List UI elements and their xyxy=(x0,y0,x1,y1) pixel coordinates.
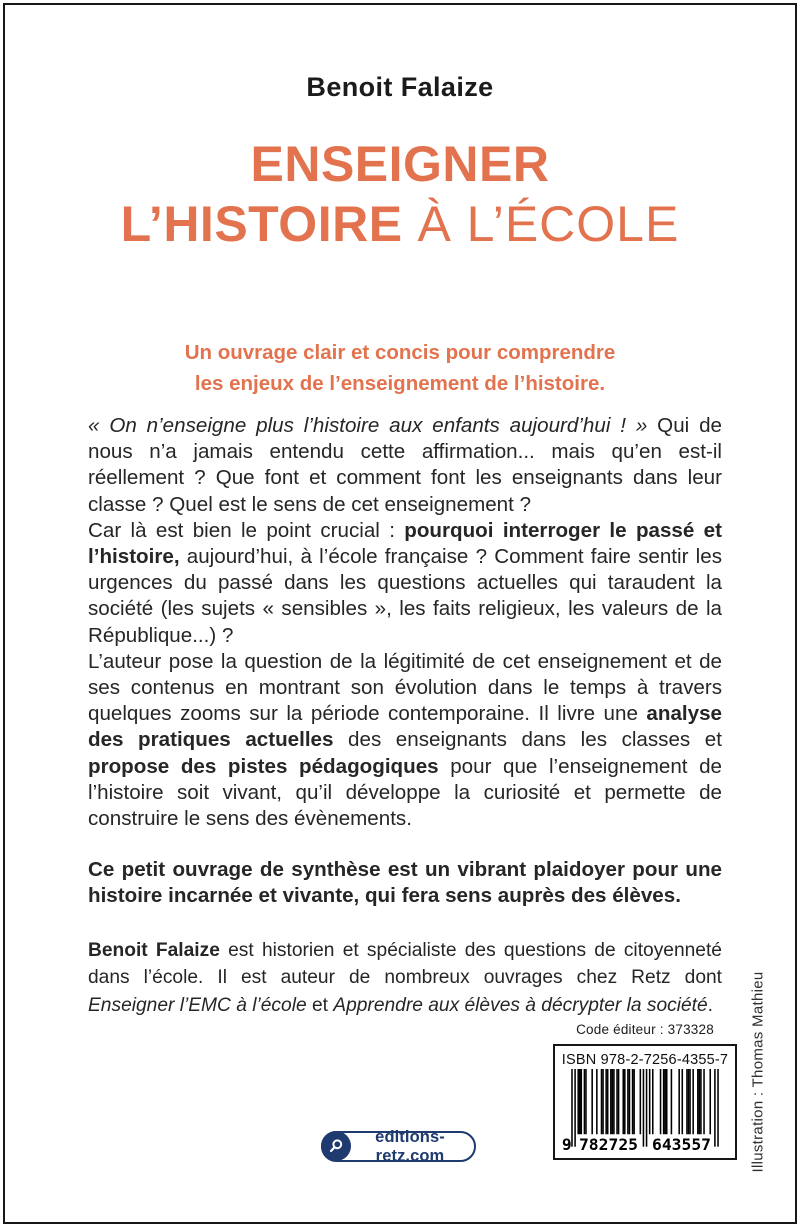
svg-text:643557: 643557 xyxy=(651,1134,712,1154)
author-bio xyxy=(88,937,722,1020)
bio-book-title-2: Apprendre aux élèves à décrypter la société xyxy=(333,994,708,1016)
bio-text-2: et xyxy=(306,994,334,1016)
bio-text-1: est historien et spécialiste des questions de citoyenneté dans l’école. Il est auteur de nombreux ouvrages chez Retz dont xyxy=(88,939,722,989)
paragraph-3-bold-1: analyse des pratiques actuelles xyxy=(88,702,722,752)
paragraph-1-text: Qui de nous n’a jamais entendu cette affirmation... mais qu’en est-il réellement ? Que font et comment font les enseignants dans leur classe ? Quel est le sens de cet enseignement ? xyxy=(88,414,722,516)
bio-author-name: Benoit Falaize xyxy=(88,939,220,961)
paragraph-2-start: Car là est bien le point crucial : xyxy=(88,518,405,542)
tagline-line-1: Un ouvrage clair et concis pour comprendre xyxy=(184,341,616,364)
tagline-line-2: les enjeux de l’enseignement de l’histoire. xyxy=(194,372,606,395)
author-name: Benoit Falaize xyxy=(306,72,494,102)
paragraph-3-start: L’auteur pose la question de la légitimité de cet enseignement et de ses contenus en montrant son évolution dans le temps à travers quelques zooms sur la période contemporaine. Il livre une xyxy=(88,649,722,726)
barcode-block xyxy=(553,1044,737,1160)
paragraph-3-mid: des enseignants dans les classes et xyxy=(333,728,722,752)
title-line-1: ENSEIGNER xyxy=(250,136,550,192)
bio-book-title-1: Enseigner l’EMC à l’école xyxy=(88,994,307,1016)
paragraph-2-rest: aujourd’hui, à l’école française ? Comment faire sentir les urgences du passé dans les questions actuelles qui taraudent la société (les sujets « sensibles », les faits religieux, les valeurs de la République...) ? xyxy=(88,545,722,647)
ean13-barcode xyxy=(560,1069,730,1156)
highlight-paragraph: Ce petit ouvrage de synthèse est un vibrant plaidoyer pour une histoire incarnée et vivante, qui fera sens auprès des élèves. xyxy=(88,858,722,908)
search-icon xyxy=(321,1131,351,1161)
title-line-2-light: À L’ÉCOLE xyxy=(402,196,680,252)
illustration-credit: Illustration : Thomas Mathieu xyxy=(749,971,767,1173)
opening-quote: « On n’enseigne plus l’histoire aux enfants aujourd’hui ! » xyxy=(88,414,648,437)
paragraph-3-rest: pour que l’enseignement de l’histoire soit vivant, qu’il développe la curiosité et permette de construire le sens des évènements. xyxy=(88,754,723,831)
svg-text:782725: 782725 xyxy=(578,1134,639,1154)
publisher-code: Code éditeur : 373328 xyxy=(576,1022,714,1037)
paragraph-2-bold: pourquoi interroger le passé et l’histoire, xyxy=(88,518,722,569)
synopsis-paragraph-2 xyxy=(88,518,722,649)
paragraph-3-bold-2: propose des pistes pédagogiques xyxy=(88,754,439,778)
isbn-label: ISBN 978-2-7256-4355-7 xyxy=(561,1052,729,1068)
svg-text:9: 9 xyxy=(561,1134,572,1154)
publisher-website: editions-retz.com xyxy=(375,1127,445,1165)
bio-text-3: . xyxy=(707,994,714,1016)
synopsis xyxy=(88,413,722,1019)
book-title xyxy=(0,134,800,254)
synopsis-paragraph-1 xyxy=(88,413,722,518)
title-line-2-bold: L’HISTOIRE xyxy=(120,196,403,252)
synopsis-paragraph-3 xyxy=(88,649,722,832)
tagline xyxy=(0,337,800,399)
publisher-logo xyxy=(321,1127,476,1165)
